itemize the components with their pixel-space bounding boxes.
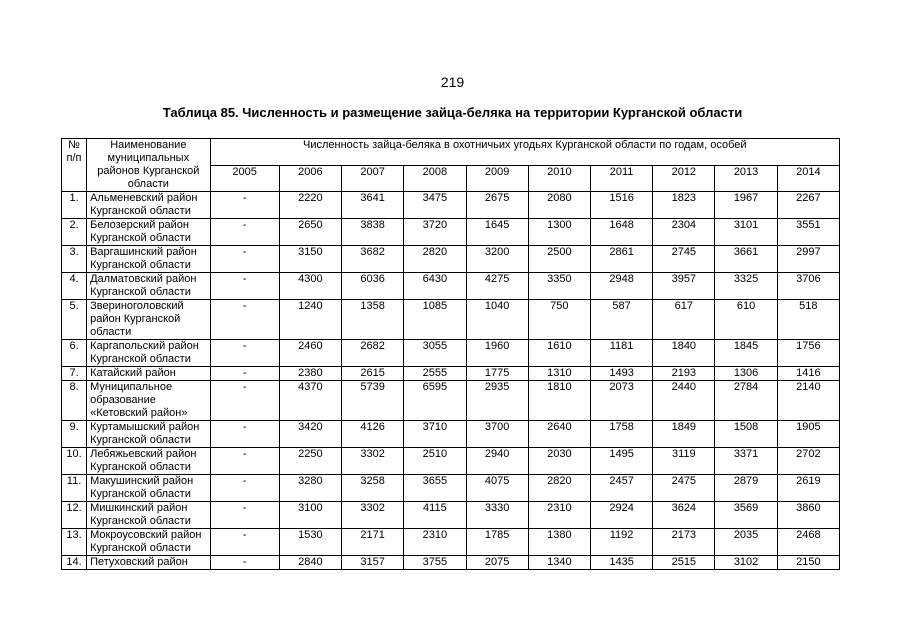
population-value: 3661 [715, 246, 777, 273]
header-year: 2006 [279, 165, 341, 192]
population-value: 3150 [279, 246, 341, 273]
header-district-name: Наименование муниципальных районов Курганской области [87, 139, 210, 192]
population-value: 3957 [653, 273, 715, 300]
population-value: 3371 [715, 448, 777, 475]
population-value: 2784 [715, 381, 777, 421]
row-number: 9. [62, 421, 87, 448]
population-value: 2193 [653, 367, 715, 381]
population-value: 4115 [404, 502, 466, 529]
population-value: 2171 [342, 529, 404, 556]
population-value: 3720 [404, 219, 466, 246]
table-row [62, 381, 840, 421]
population-value: 2820 [528, 475, 590, 502]
population-value: 2440 [653, 381, 715, 421]
table-row [62, 300, 840, 340]
header-year: 2011 [590, 165, 652, 192]
table-row [62, 421, 840, 448]
population-value: 1849 [653, 421, 715, 448]
population-value: - [210, 340, 279, 367]
population-value: 1530 [279, 529, 341, 556]
population-value: 3838 [342, 219, 404, 246]
population-value: 2380 [279, 367, 341, 381]
district-name: Звериноголовский район Курганской области [87, 300, 210, 340]
population-value: 2745 [653, 246, 715, 273]
population-value: 2030 [528, 448, 590, 475]
table-row [62, 556, 840, 570]
population-value: 2555 [404, 367, 466, 381]
population-value: 2267 [777, 192, 839, 219]
hare-population-table [61, 138, 840, 570]
population-value: 1300 [528, 219, 590, 246]
row-number: 14. [62, 556, 87, 570]
table-row [62, 529, 840, 556]
row-number: 8. [62, 381, 87, 421]
population-value: 1823 [653, 192, 715, 219]
population-value: 1380 [528, 529, 590, 556]
row-number: 3. [62, 246, 87, 273]
population-value: - [210, 273, 279, 300]
population-value: 2500 [528, 246, 590, 273]
population-value: 2702 [777, 448, 839, 475]
header-year: 2008 [404, 165, 466, 192]
population-value: 1306 [715, 367, 777, 381]
table-header [62, 139, 840, 192]
population-value: 4075 [466, 475, 528, 502]
population-value: 1967 [715, 192, 777, 219]
district-name: Далматовский район Курганской области [87, 273, 210, 300]
population-value: 3860 [777, 502, 839, 529]
row-number: 5. [62, 300, 87, 340]
population-value: 1648 [590, 219, 652, 246]
population-value: 1310 [528, 367, 590, 381]
population-value: 1416 [777, 367, 839, 381]
header-year: 2007 [342, 165, 404, 192]
row-number: 12. [62, 502, 87, 529]
population-value: 3325 [715, 273, 777, 300]
population-value: 1758 [590, 421, 652, 448]
population-value: 3258 [342, 475, 404, 502]
population-value: 3157 [342, 556, 404, 570]
population-value: 3655 [404, 475, 466, 502]
population-value: 3641 [342, 192, 404, 219]
row-number: 11. [62, 475, 87, 502]
population-value: 1358 [342, 300, 404, 340]
population-value: 1192 [590, 529, 652, 556]
population-value: 2173 [653, 529, 715, 556]
population-value: 3200 [466, 246, 528, 273]
population-value: 3551 [777, 219, 839, 246]
population-value: 1495 [590, 448, 652, 475]
population-value: 2515 [653, 556, 715, 570]
population-value: 3302 [342, 502, 404, 529]
header-row-top [62, 139, 840, 166]
population-value: 2460 [279, 340, 341, 367]
population-value: 2150 [777, 556, 839, 570]
table-title: Таблица 85. Численность и размещение зайца-беляка на территории Курганской области [162, 105, 743, 120]
population-value: 3624 [653, 502, 715, 529]
row-number: 7. [62, 367, 87, 381]
district-name: Петуховский район [87, 556, 210, 570]
district-name: Лебяжьевский район Курганской области [87, 448, 210, 475]
population-value: 2820 [404, 246, 466, 273]
population-value: 3302 [342, 448, 404, 475]
population-value: 2304 [653, 219, 715, 246]
table-row [62, 367, 840, 381]
population-value: 1610 [528, 340, 590, 367]
table-row [62, 219, 840, 246]
population-value: 3100 [279, 502, 341, 529]
population-value: 1340 [528, 556, 590, 570]
population-value: 6595 [404, 381, 466, 421]
district-name: Куртамышский район Курганской области [87, 421, 210, 448]
population-value: 2250 [279, 448, 341, 475]
population-value: 3420 [279, 421, 341, 448]
population-value: - [210, 367, 279, 381]
population-value: - [210, 300, 279, 340]
header-year: 2013 [715, 165, 777, 192]
population-value: 3101 [715, 219, 777, 246]
district-name: Мокроусовский район Курганской области [87, 529, 210, 556]
population-value: 5739 [342, 381, 404, 421]
population-value: 6430 [404, 273, 466, 300]
population-value: 610 [715, 300, 777, 340]
population-value: 3710 [404, 421, 466, 448]
population-value: 2468 [777, 529, 839, 556]
table-row [62, 192, 840, 219]
population-value: 2310 [528, 502, 590, 529]
population-value: 1840 [653, 340, 715, 367]
population-value: 3569 [715, 502, 777, 529]
population-value: 2510 [404, 448, 466, 475]
district-name: Варгашинский район Курганской области [87, 246, 210, 273]
population-value: 587 [590, 300, 652, 340]
header-year: 2012 [653, 165, 715, 192]
population-value: 3350 [528, 273, 590, 300]
population-value: 3119 [653, 448, 715, 475]
population-value: 1085 [404, 300, 466, 340]
population-value: 518 [777, 300, 839, 340]
population-value: 3330 [466, 502, 528, 529]
population-value: - [210, 192, 279, 219]
population-value: 2310 [404, 529, 466, 556]
district-name: Макушинский район Курганской области [87, 475, 210, 502]
population-value: 4126 [342, 421, 404, 448]
population-value: 2080 [528, 192, 590, 219]
population-value: 2615 [342, 367, 404, 381]
population-value: - [210, 421, 279, 448]
population-value: 1508 [715, 421, 777, 448]
population-value: 1785 [466, 529, 528, 556]
district-name: Белозерский район Курганской области [87, 219, 210, 246]
population-value: 2879 [715, 475, 777, 502]
population-value: 3475 [404, 192, 466, 219]
population-value: 2457 [590, 475, 652, 502]
population-value: 2997 [777, 246, 839, 273]
population-value: 3755 [404, 556, 466, 570]
population-value: 2840 [279, 556, 341, 570]
population-value: - [210, 475, 279, 502]
population-value: 1756 [777, 340, 839, 367]
population-value: 4370 [279, 381, 341, 421]
district-name: Муниципальное образование «Кетовский район» [87, 381, 210, 421]
population-value: 2073 [590, 381, 652, 421]
table-row [62, 273, 840, 300]
population-value: 2682 [342, 340, 404, 367]
row-number: 4. [62, 273, 87, 300]
population-value: 1905 [777, 421, 839, 448]
population-value: 2475 [653, 475, 715, 502]
district-name: Катайский район [87, 367, 210, 381]
population-value: 4300 [279, 273, 341, 300]
population-value: 2220 [279, 192, 341, 219]
population-value: 2948 [590, 273, 652, 300]
population-value: 2640 [528, 421, 590, 448]
population-value: 2035 [715, 529, 777, 556]
population-value: 2075 [466, 556, 528, 570]
population-value: 1181 [590, 340, 652, 367]
population-value: 2940 [466, 448, 528, 475]
district-name: Мишкинский район Курганской области [87, 502, 210, 529]
header-year: 2009 [466, 165, 528, 192]
population-value: 1775 [466, 367, 528, 381]
population-value: 3706 [777, 273, 839, 300]
population-value: 2861 [590, 246, 652, 273]
population-value: 1810 [528, 381, 590, 421]
district-name: Альменевский район Курганской области [87, 192, 210, 219]
district-name: Каргапольский район Курганской области [87, 340, 210, 367]
population-value: 2140 [777, 381, 839, 421]
header-year: 2014 [777, 165, 839, 192]
row-number: 2. [62, 219, 87, 246]
population-value: - [210, 502, 279, 529]
population-value: - [210, 381, 279, 421]
row-number: 6. [62, 340, 87, 367]
row-number: 1. [62, 192, 87, 219]
population-value: 1516 [590, 192, 652, 219]
table-body [62, 192, 840, 570]
header-population-span: Численность зайца-беляка в охотничьих угодьях Курганской области по годам, особей [210, 139, 839, 166]
population-value: 1040 [466, 300, 528, 340]
population-value: 2619 [777, 475, 839, 502]
row-number: 10. [62, 448, 87, 475]
table-row [62, 246, 840, 273]
header-year: 2010 [528, 165, 590, 192]
population-value: - [210, 556, 279, 570]
population-value: 3280 [279, 475, 341, 502]
header-num: № п/п [62, 139, 87, 192]
table-row [62, 475, 840, 502]
population-value: 1493 [590, 367, 652, 381]
population-value: 2935 [466, 381, 528, 421]
population-value: 3682 [342, 246, 404, 273]
population-value: 1960 [466, 340, 528, 367]
population-value: 1435 [590, 556, 652, 570]
population-value: 1845 [715, 340, 777, 367]
page-number: 219 [440, 74, 465, 90]
table-row [62, 340, 840, 367]
population-value: - [210, 246, 279, 273]
population-value: 617 [653, 300, 715, 340]
header-year: 2005 [210, 165, 279, 192]
population-value: 750 [528, 300, 590, 340]
population-value: 3102 [715, 556, 777, 570]
population-value: 1240 [279, 300, 341, 340]
table-row [62, 502, 840, 529]
row-number: 13. [62, 529, 87, 556]
table-row [62, 448, 840, 475]
population-value: 2650 [279, 219, 341, 246]
population-value: - [210, 448, 279, 475]
population-value: 2924 [590, 502, 652, 529]
population-value: 1645 [466, 219, 528, 246]
population-value: 3700 [466, 421, 528, 448]
population-value: 4275 [466, 273, 528, 300]
population-value: - [210, 529, 279, 556]
population-value: 3055 [404, 340, 466, 367]
population-value: 2675 [466, 192, 528, 219]
population-value: - [210, 219, 279, 246]
population-value: 6036 [342, 273, 404, 300]
